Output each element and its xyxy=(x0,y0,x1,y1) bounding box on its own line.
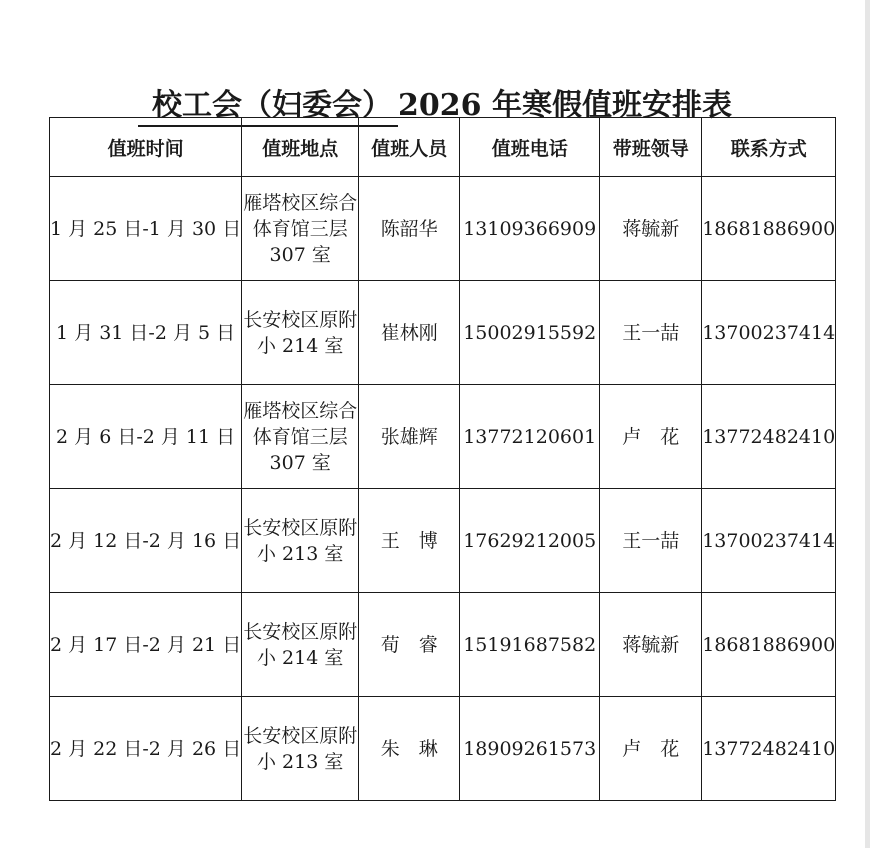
header-leader: 带班领导 xyxy=(600,118,702,177)
cell-duty-person: 陈韶华 xyxy=(359,177,460,281)
cell-duty-person: 荀 睿 xyxy=(359,593,460,697)
cell-duty-location: 雁塔校区综合体育馆三层 307 室 xyxy=(242,385,359,489)
header-contact: 联系方式 xyxy=(702,118,836,177)
duty-schedule-table xyxy=(49,117,836,801)
cell-duty-phone: 13109366909 xyxy=(460,177,600,281)
cell-duty-location: 长安校区原附小 213 室 xyxy=(242,697,359,801)
cell-duty-person: 崔林刚 xyxy=(359,281,460,385)
cell-leader: 王一喆 xyxy=(600,489,702,593)
cell-duty-person: 王 博 xyxy=(359,489,460,593)
header-duty-time: 值班时间 xyxy=(50,118,242,177)
cell-leader: 蒋毓新 xyxy=(600,593,702,697)
cell-duty-time: 2 月 6 日-2 月 11 日 xyxy=(50,385,242,489)
cell-contact: 13700237414 xyxy=(702,489,836,593)
cell-duty-phone: 15191687582 xyxy=(460,593,600,697)
cell-duty-time: 2 月 17 日-2 月 21 日 xyxy=(50,593,242,697)
cell-duty-location: 长安校区原附小 214 室 xyxy=(242,593,359,697)
cell-contact: 13772482410 xyxy=(702,385,836,489)
cell-contact: 18681886900 xyxy=(702,593,836,697)
cell-duty-phone: 15002915592 xyxy=(460,281,600,385)
cell-contact: 13700237414 xyxy=(702,281,836,385)
cell-duty-person: 朱 琳 xyxy=(359,697,460,801)
cell-duty-time: 2 月 12 日-2 月 16 日 xyxy=(50,489,242,593)
table-row xyxy=(50,593,836,697)
cell-leader: 王一喆 xyxy=(600,281,702,385)
cell-leader: 卢 花 xyxy=(600,385,702,489)
table-row xyxy=(50,177,836,281)
cell-duty-person: 张雄辉 xyxy=(359,385,460,489)
title-schedule-name: 2026 年寒假值班安排表 xyxy=(398,88,732,124)
header-duty-phone: 值班电话 xyxy=(460,118,600,177)
cell-contact: 13772482410 xyxy=(702,697,836,801)
cell-duty-location: 雁塔校区综合体育馆三层 307 室 xyxy=(242,177,359,281)
table-row xyxy=(50,281,836,385)
table-row xyxy=(50,697,836,801)
cell-duty-time: 1 月 31 日-2 月 5 日 xyxy=(50,281,242,385)
title-organization: 校工会（妇委会） xyxy=(138,87,398,127)
cell-duty-time: 2 月 22 日-2 月 26 日 xyxy=(50,697,242,801)
cell-duty-phone: 18909261573 xyxy=(460,697,600,801)
cell-duty-location: 长安校区原附小 214 室 xyxy=(242,281,359,385)
header-duty-location: 值班地点 xyxy=(242,118,359,177)
header-duty-person: 值班人员 xyxy=(359,118,460,177)
cell-leader: 卢 花 xyxy=(600,697,702,801)
cell-duty-phone: 13772120601 xyxy=(460,385,600,489)
cell-duty-phone: 17629212005 xyxy=(460,489,600,593)
cell-duty-location: 长安校区原附小 213 室 xyxy=(242,489,359,593)
table-header-row xyxy=(50,118,836,177)
table-row xyxy=(50,385,836,489)
cell-contact: 18681886900 xyxy=(702,177,836,281)
table-row xyxy=(50,489,836,593)
cell-duty-time: 1 月 25 日-1 月 30 日 xyxy=(50,177,242,281)
cell-leader: 蒋毓新 xyxy=(600,177,702,281)
